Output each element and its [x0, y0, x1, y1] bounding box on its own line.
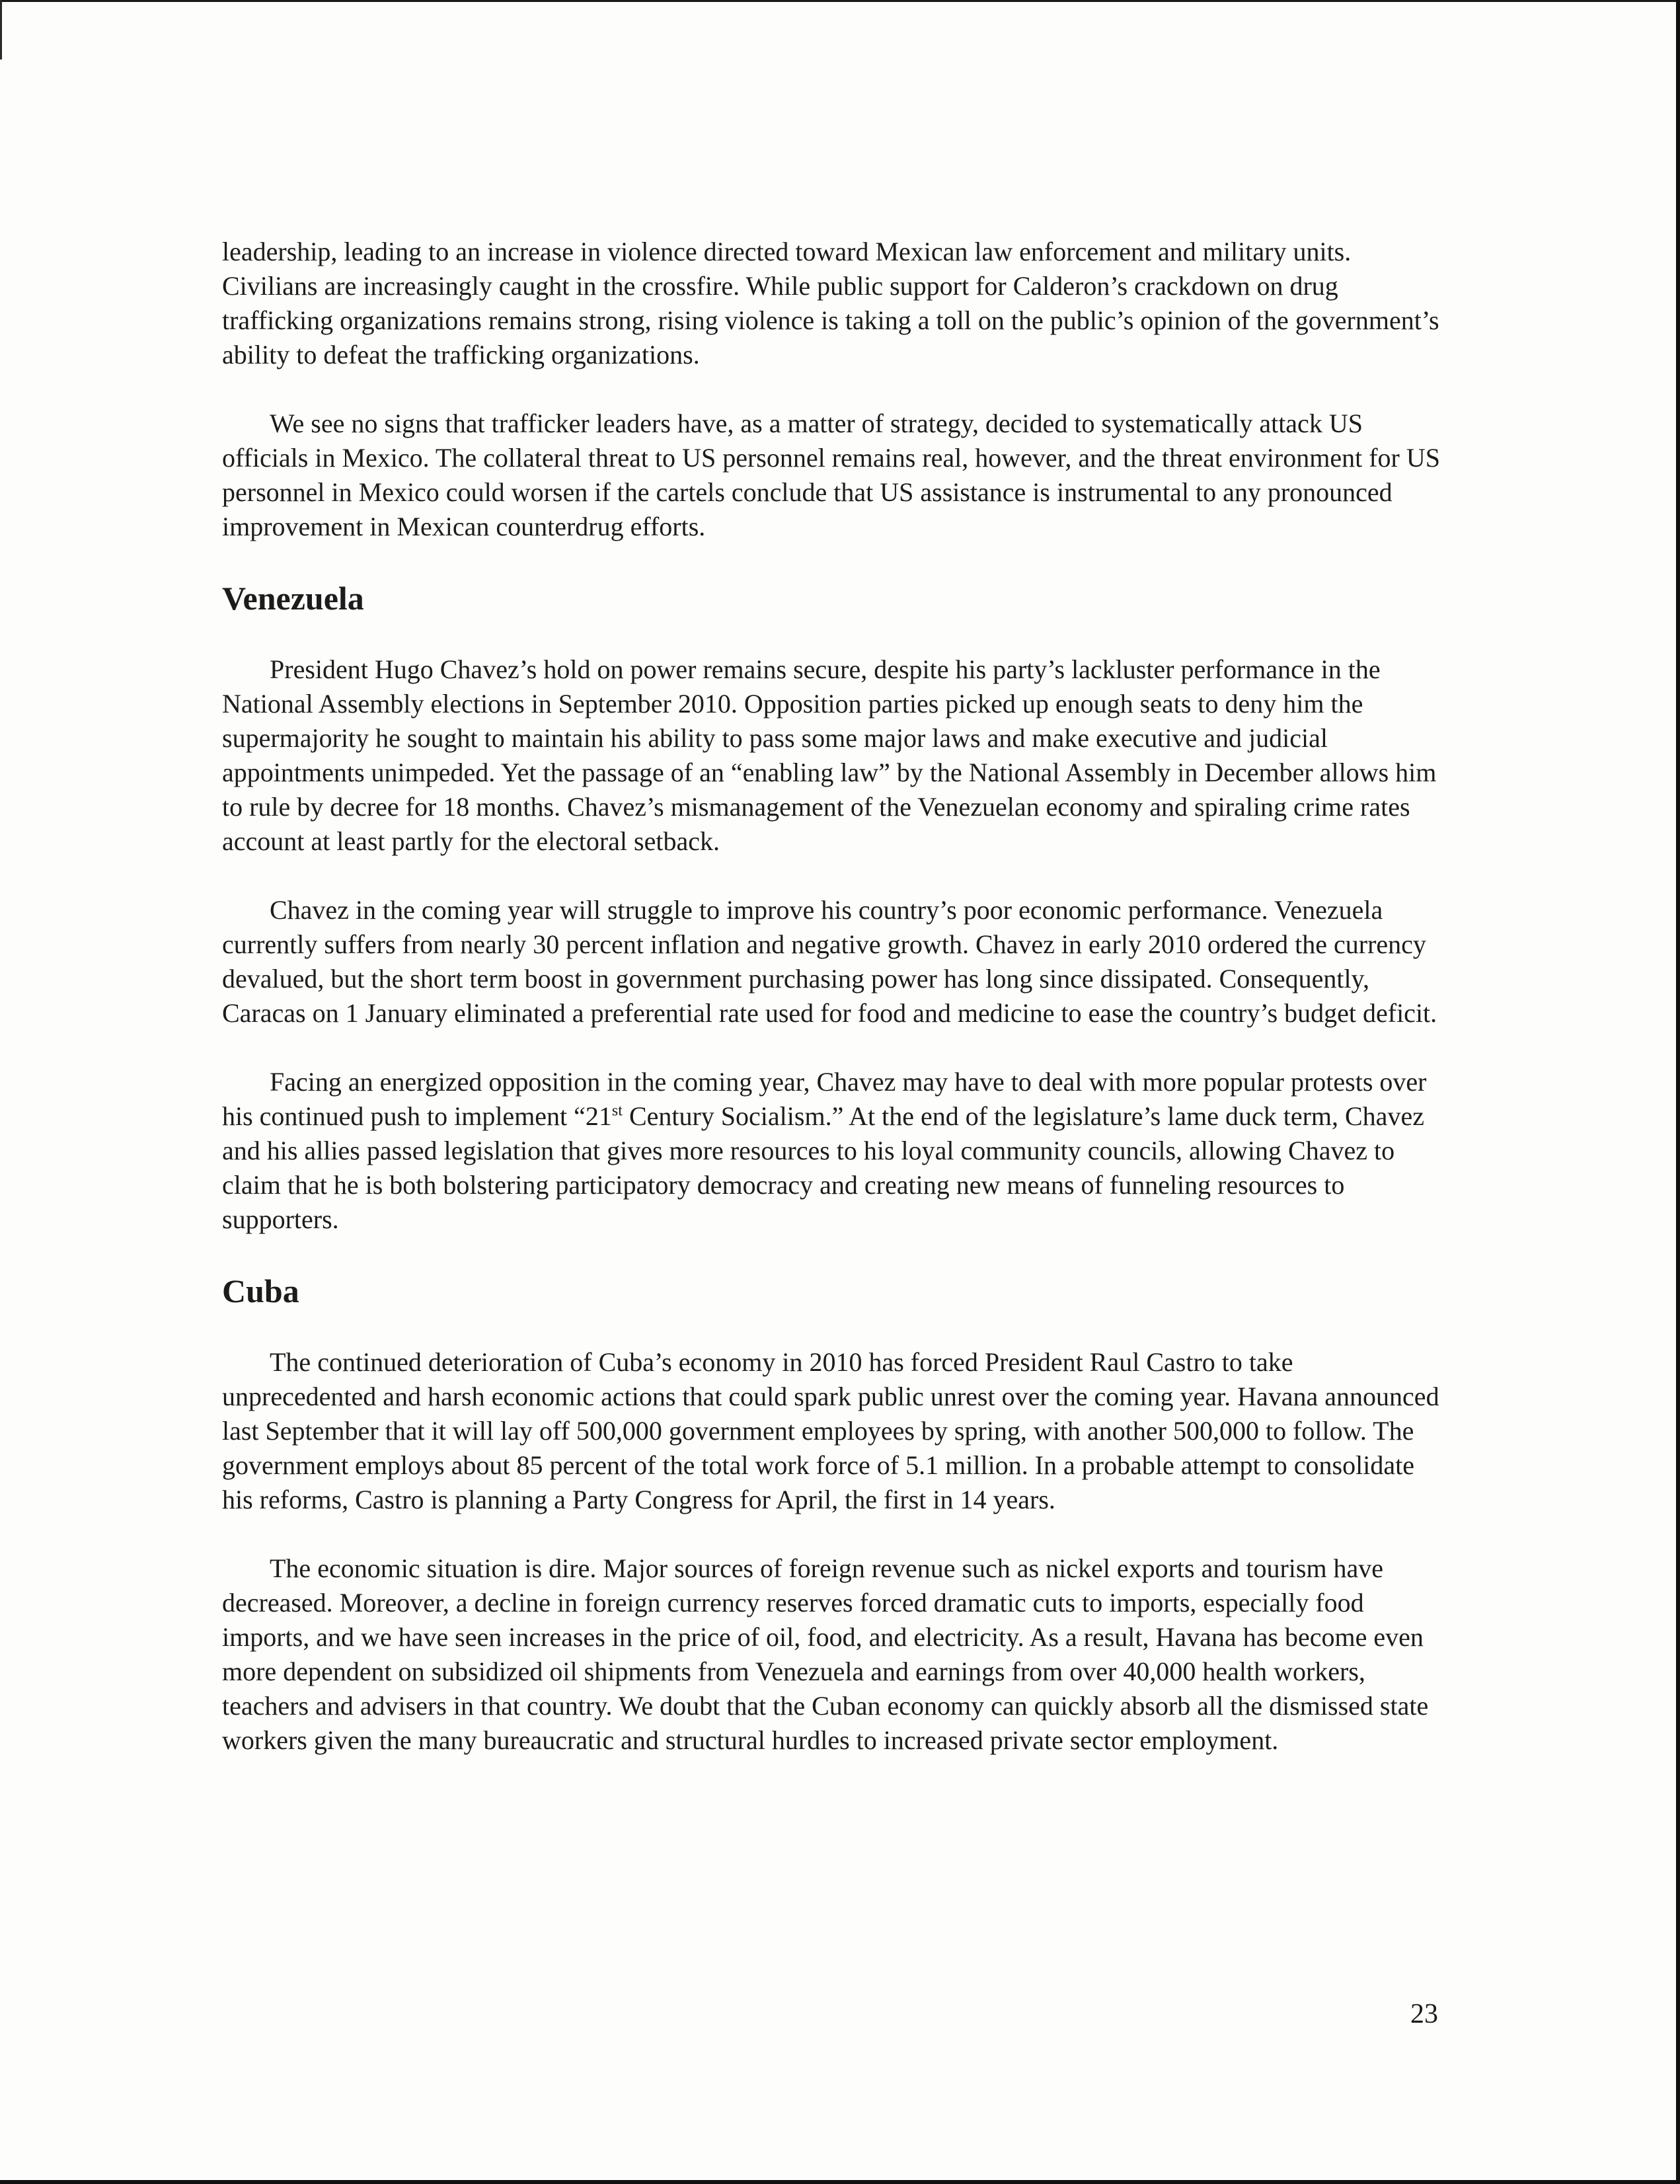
paragraph-venezuela-economy: Chavez in the coming year will struggle to improve his country’s poor economic performance. Venezuela currently suffers from nearly 30 percent inflation and negative growth. Chavez in early 2010 ordered the currency devalued, but the short term boost in government purchasing power has long since dissipated. Consequently, Caracas on 1 January eliminated a preferential rate used for food and medicine to ease the country’s budget deficit.	[222, 895, 1437, 1028]
scan-edge-bottom	[0, 2180, 1680, 2184]
paragraph-venezuela-opposition	[222, 1065, 1451, 1237]
paragraph-mexico-us-threat: We see no signs that trafficker leaders have, as a matter of strategy, decided to systematically attack US officials in Mexico. The collateral threat to US personnel remains real, however, and the threat environment for US personnel in Mexico could worsen if the cartels conclude that US assistance is instrumental to any pronounced improvement in Mexican counterdrug efforts.	[222, 409, 1440, 541]
ordinal-superscript: st	[611, 1102, 623, 1120]
paragraph-mexico-continued: leadership, leading to an increase in violence directed toward Mexican law enforcement and military units. Civilians are increasingly caught in the crossfire. While public support for Calderon’s crackdown on drug trafficking organizations remains strong, rising violence is taking a toll on the public’s opinion of the government’s ability to defeat the trafficking organizations.	[222, 237, 1439, 370]
document-body	[222, 235, 1451, 1792]
paragraph-cuba-economic-situation: The economic situation is dire. Major sources of foreign revenue such as nickel exports and tourism have decreased. Moreover, a decline in foreign currency reserves forced dramatic cuts to imports, especially food imports, and we have seen increases in the price of oil, food, and electricity. As a result, Havana has become even more dependent on subsidized oil shipments from Venezuela and earnings from over 40,000 health workers, teachers and advisers in that country. We doubt that the Cuban economy can quickly absorb all the dismissed state workers given the many bureaucratic and structural hurdles to increased private sector employment.	[222, 1553, 1429, 1755]
paragraph-venezuela-opposition-part1: Facing an energized opposition in the coming year, Chavez may have to deal with more popular protests over his continued push to implement “21	[222, 1067, 1427, 1131]
scan-edge-right	[1676, 0, 1680, 2184]
paragraph-venezuela-opposition-part2: Century Socialism.” At the end of the legislature’s lame duck term, Chavez and his allies passed legislation that gives more resources to his loyal community councils, allowing Chavez to claim that he is both bolstering participatory democracy and creating new means of funneling resources to supporters.	[222, 1101, 1424, 1234]
scan-edge-top	[0, 0, 1680, 2]
page-number: 23	[1410, 1999, 1438, 2029]
paragraph-cuba-deterioration: The continued deterioration of Cuba’s economy in 2010 has forced President Raul Castro to take unprecedented and harsh economic actions that could spark public unrest over the coming year. Havana announced last September that it will lay off 500,000 government employees by spring, with another 500,000 to follow. The government employs about 85 percent of the total work force of 5.1 million. In a probable attempt to consolidate his reforms, Castro is planning a Party Congress for April, the first in 14 years.	[222, 1347, 1439, 1514]
section-heading-cuba: Cuba	[222, 1272, 299, 1309]
section-heading-venezuela: Venezuela	[222, 580, 364, 617]
scan-edge-left	[0, 0, 2, 59]
paragraph-venezuela-power: President Hugo Chavez’s hold on power remains secure, despite his party’s lackluster performance in the National Assembly elections in September 2010. Opposition parties picked up enough seats to deny him the supermajority he sought to maintain his ability to pass some major laws and make executive and judicial appointments unimpeded. Yet the passage of an “enabling law” by the National Assembly in December allows him to rule by decree for 18 months. Chavez’s mismanagement of the Venezuelan economy and spiraling crime rates account at least partly for the electoral setback.	[222, 654, 1437, 856]
